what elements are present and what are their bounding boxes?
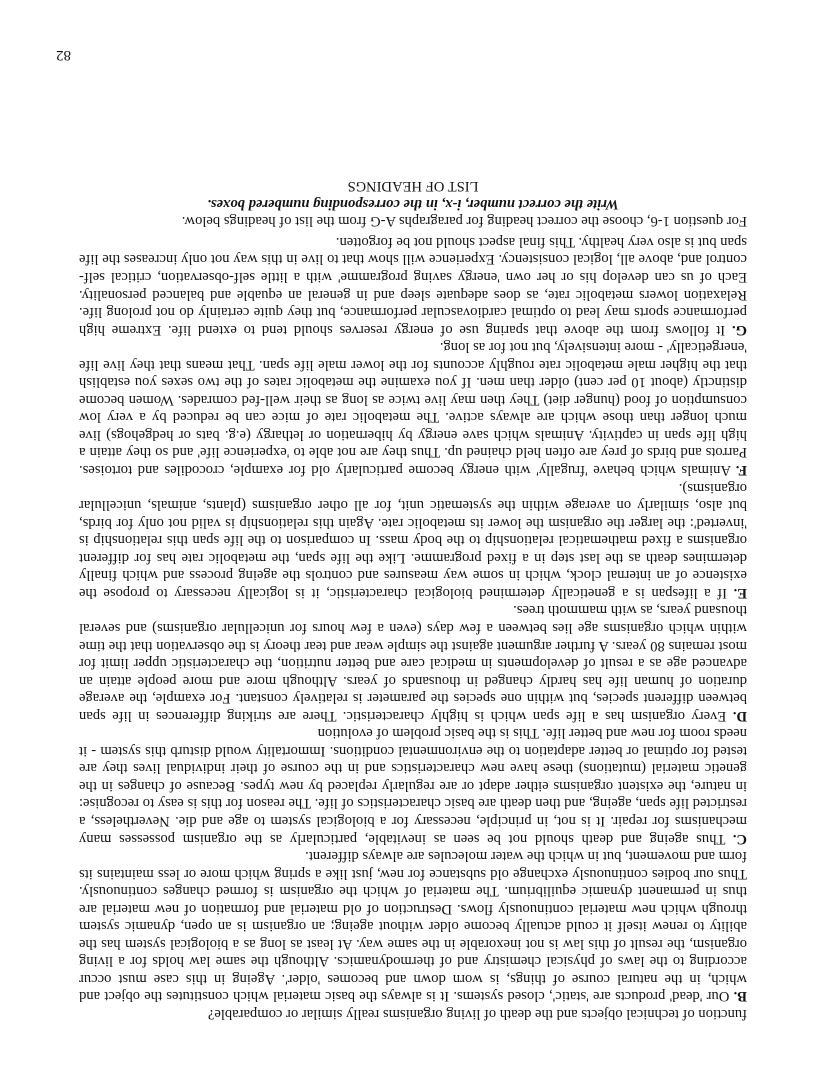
paragraph-f (79, 338, 747, 478)
paragraph-c-label: C. (732, 830, 747, 847)
paragraph-f-text: Animals which behave 'frugally' with energy become particularly old for example, crocodiles and tortoises. Parrots and birds of prey are often held chained up. Thus they are not able to 'experience life' and so they attain a high life span in captivity. Animals which save energy by hibernation or lethargy (e.g. bats or hedgehogs) live much longer than those which are always active. The metabolic rate of mice can be reduced by a very low consumption of food (hunger diet) They then may live twice as long as their well-fed comrades. Women become distinctly (about 10 per cent) older than men. If you examine the metabolic rates of the two sexes you establish that the higher male metabolic rate roughly accounts for the lower male life span. That means that they live life 'energetically' - more intensively, but not for as long. (79, 339, 747, 479)
paragraph-c-text: Thus ageing and death should not be seen as inevitable, particularly as the organism possesses many mechanisms for repair. It is not, in principle, necessary for a biological system to age and die. Nevertheless, a restricted life span, ageing, and then death are basic characteristics of life. The reason for this is easy to recognise: in nature, the existent organisms either adapt or are regularly replaced by new types. Because of changes in the genetic material (mutations) these have new characteristics and in the course of their individual lives they are tested for optimal or better adaptation to the environmental conditions. Immortality would disturb this system - it needs room for new and better life. This is the basic problem of evolution (78, 725, 747, 847)
list-of-headings-title: LIST OF HEADINGS (347, 178, 479, 195)
paragraph-e-text: If a lifespan is a genetically determined biological characteristic, it is logically necessary to propose the existence of an internal clock, which in some way measures and controls the ageing process and which finally determines death as the last step in a fixed programme. Like the life span, the metabolic rate has for different organisms a fixed mathematical relationship to the body mass. In comparison to the life span this relationship is 'inverted': the larger the organism the lower its metabolic rate. Again this relationship is valid not only for birds, but also, similarly on average within the systematic unit, for all other organisms (plants, animals, unicellular organisms). (78, 479, 747, 601)
paragraph-e-label: E. (733, 584, 747, 601)
question-instruction: For question 1-6, choose the correct heading for paragraphs A-G from the list of headings below. (181, 213, 747, 230)
paragraph-b-lead: function of technical objects and the death of living organisms really similar or comparable? (207, 1006, 747, 1022)
page-number: 82 (56, 47, 71, 63)
paragraph-b-label: B. (733, 988, 747, 1005)
paragraph-g (79, 232, 747, 337)
paragraph-f-label: F. (735, 462, 747, 479)
question-instruction-bold: Write the correct number, i-x, in the corresponding numbered boxes. (207, 195, 619, 212)
paragraph-d-text: Every organism has a life span which is highly characteristic. There are striking differences in life span between different species, but within one species the parameter is relatively constant. For example, the average duration of human life has hardly changed in thousands of years. Although more and more people attain an advanced age as a result of developments in medical care and better nutrition, the characteristic upper limit for most remains 80 years. A further argument against the simple wear and tear theory is the observation that the time within which organisms age lies between a few days (even a few hours for unicellular organisms) and several thousand years, as with mammoth trees. (79, 602, 747, 724)
paragraph-d-label: D. (732, 707, 747, 724)
paragraph-c (79, 724, 747, 847)
paragraph-b-text: Our 'dead' products are 'static', closed systems. It is always the basic material which constitutes the object and which, in the natural course of things, is worn down and becomes 'older'. Ageing in this case must occur according to the laws of physical chemistry and of thermodynamics. Although the same law holds for a living organism, the result of this law is not inexorable in the same way. At least as long as a biological system has the ability to renew itself it could actually become older without ageing; an organism is an open, dynamic system through which new material continuously flows. Destruction of old material and formation of new material are thus in permanent dynamic equilibrium. The material of which the organism is formed changes continuously. Thus our bodies continuously exchange old substance for new, just like a spring which more or less maintains its form and movement, but in which the water molecules are always different. (79, 848, 747, 1005)
paragraph-d (79, 601, 747, 724)
paragraph-e (79, 478, 747, 601)
paragraph-g-text: It follows from the above that sparing use of energy reserves should tend to extend life. Extreme high performance sports may lead to optimal cardiovascular performance, but they quite certainly do not prolong life. Relaxation lowers metabolic rate, as does adequate sleep and in general an equable and balanced personality. Each of us can develop his or her own 'energy saving programme' with a little self-observation, critical self-control and, above all, logical consistency. Experience will show that to live in this way not only increases the life span but is also very healthy. This final aspect should not be forgotten. (79, 233, 747, 338)
paragraph-g-label: G. (732, 321, 747, 338)
paragraph-b (79, 847, 747, 1005)
passage-body (79, 177, 747, 1022)
